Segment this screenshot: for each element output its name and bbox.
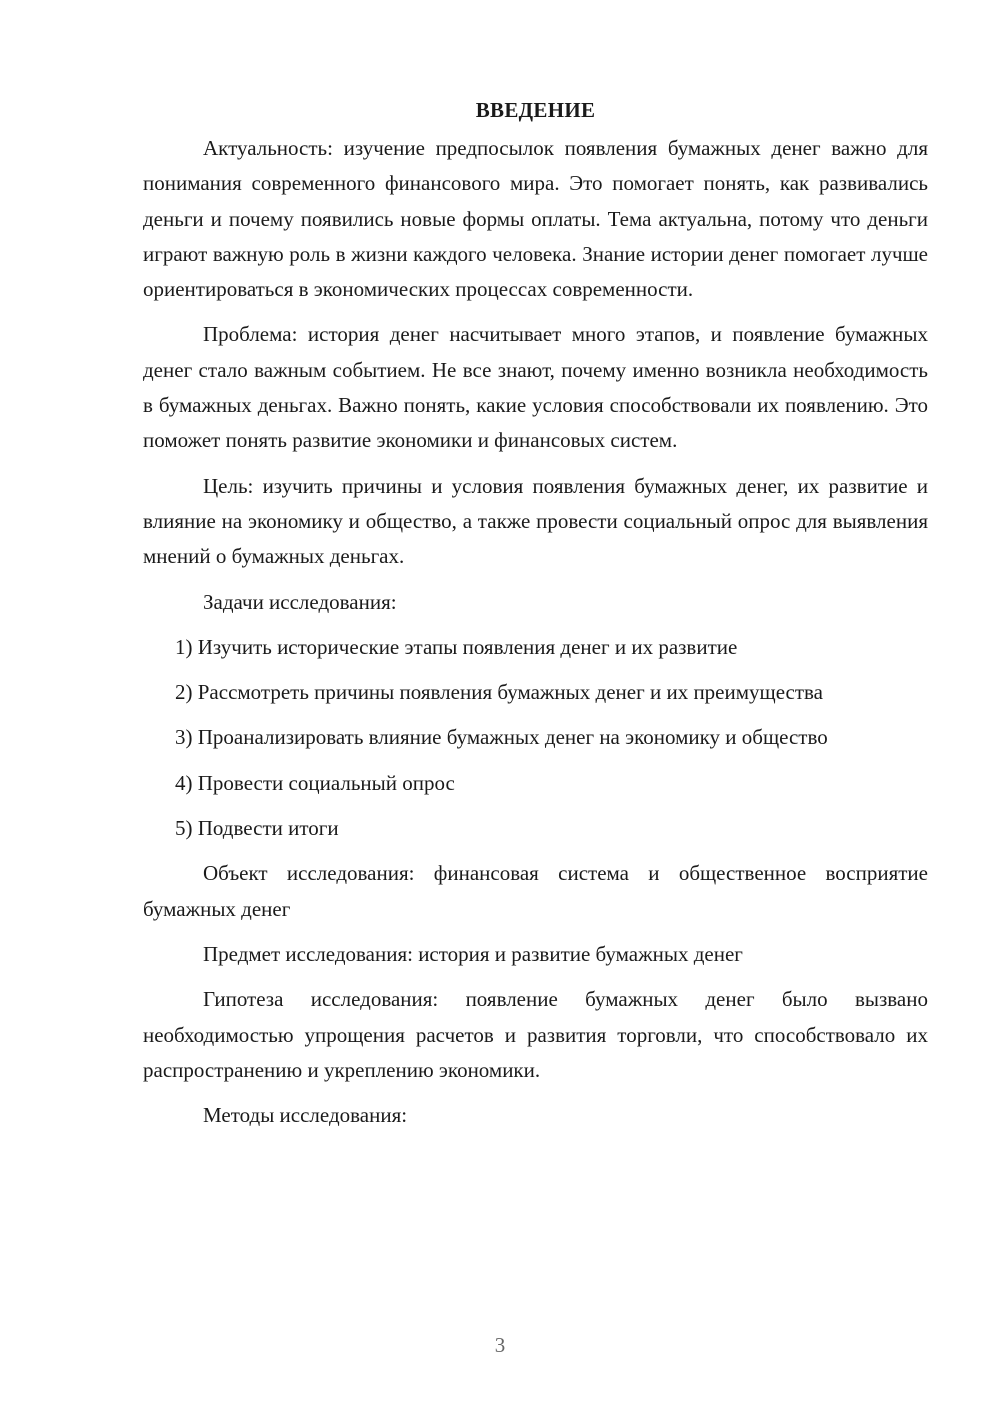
object-paragraph: Объект исследования: финансовая система и общественное восприятие бумажных денег [143,861,928,921]
tasks-heading: Задачи исследования: [203,589,397,614]
task-item-2: 2) Рассмотреть причины появления бумажных денег и их преимущества [175,680,823,705]
problem-paragraph: Проблема: история денег насчитывает много этапов, и появление бумажных денег стало важным событием. Не все знают, почему именно возникла необходимость в бумажных деньгах. Важно понять, какие условия способствовали их появлению. Это поможет понять развитие экономики и финансовых систем. [143,322,928,453]
page-number: 3 [494,1333,506,1357]
task-item-1: 1) Изучить исторические этапы появления денег и их развитие [175,634,738,659]
section-title: ВВЕДЕНИЕ [475,98,596,122]
page-content [143,95,928,1143]
methods-heading: Методы исследования: [203,1103,408,1128]
subject-paragraph: Предмет исследования: история и развитие бумажных денег [203,941,743,966]
goal-paragraph: Цель: изучить причины и условия появления бумажных денег, их развитие и влияние на экономику и общество, а также провести социальный опрос для выявления мнений о бумажных деньгах. [143,473,928,569]
hypothesis-paragraph: Гипотеза исследования: появление бумажных денег было вызвано необходимостью упрощения расчетов и развития торговли, что способствовало их распространению и укреплению экономики. [143,987,928,1082]
task-item-5: 5) Подвести итоги [175,816,339,841]
task-item-3: 3) Проанализировать влияние бумажных денег на экономику и общество [175,725,828,750]
task-item-4: 4) Провести социальный опрос [175,770,455,795]
relevance-paragraph: Актуальность: изучение предпосылок появления бумажных денег важно для понимания современного финансового мира. Это помогает понять, как развивались деньги и почему появились новые формы оплаты. Тема актуальна, потому что деньги играют важную роль в жизни каждого человека. Знание истории денег помогает лучше ориентироваться в экономических процессах современности. [143,136,928,302]
